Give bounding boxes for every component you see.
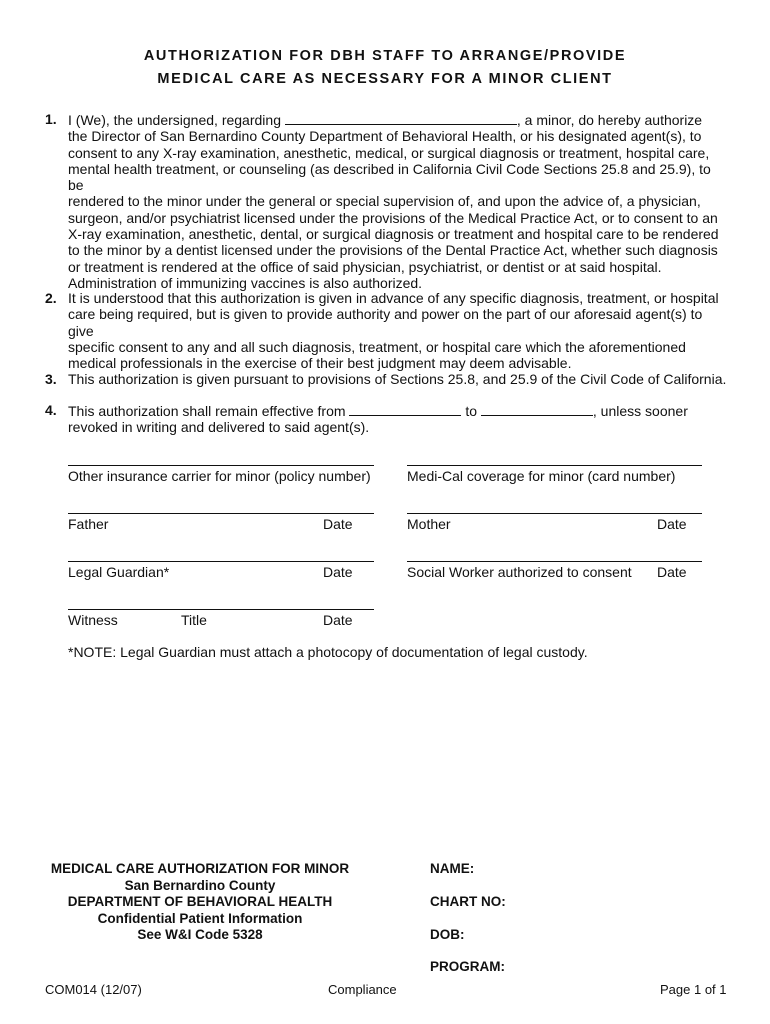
paragraph-1: [68, 111, 728, 291]
footer-form-info: [35, 861, 365, 944]
document-title-line1: AUTHORIZATION FOR DBH STAFF TO ARRANGE/PROVIDE: [143, 48, 627, 64]
paragraph-1-number: 1.: [45, 111, 57, 127]
father-label: Father: [68, 516, 109, 532]
witness-signature-line[interactable]: [68, 609, 374, 610]
paragraph-1-line: the Director of San Bernardino County Department of Behavioral Health, or his designated agent(s), to: [68, 128, 702, 145]
paragraph-1-lead-text: I (We), the undersigned, regarding: [68, 112, 281, 128]
paragraph-1-first-line: [68, 111, 728, 128]
legal-guardian-label: Legal Guardian*: [68, 564, 170, 580]
social-worker-signature-line[interactable]: [407, 561, 702, 562]
medi-cal-line[interactable]: [407, 465, 702, 466]
paragraph-1-line: surgeon, and/or psychiatrist licensed under the provisions of the Medical Practice Act, or to consent to an: [68, 209, 718, 226]
legal-guardian-date-label: Date: [323, 564, 353, 580]
footer-form-title: MEDICAL CARE AUTHORIZATION FOR MINOR: [50, 861, 350, 876]
paragraph-1-line: mental health treatment, or counseling (as described in California Civil Code Sections 25.8 and 25.9), to be: [68, 160, 711, 194]
mother-date-label: Date: [657, 516, 687, 532]
mother-label: Mother: [407, 516, 451, 532]
paragraph-1-line: X-ray examination, anesthetic, dental, or surgical diagnosis or treatment and hospital care to be rendered: [68, 226, 719, 243]
footer-code: See W&I Code 5328: [137, 927, 263, 942]
paragraph-2-line: care being required, but is given to provide authority and power on the part of our aforesaid agent(s) to give: [68, 306, 703, 339]
paragraph-4: [68, 402, 728, 436]
paragraph-4-tail-text: , unless sooner: [592, 403, 688, 419]
form-code: COM014 (12/07): [45, 982, 142, 997]
witness-title-label: Title: [181, 612, 207, 628]
paragraph-2: [68, 290, 728, 371]
legal-guardian-signature-line[interactable]: [68, 561, 374, 562]
paragraph-2-line: It is understood that this authorization is given in advance of any specific diagnosis, treatment, or hospital: [68, 290, 719, 306]
footer-department: DEPARTMENT OF BEHAVIORAL HEALTH: [67, 894, 333, 909]
dob-field-label: DOB:: [430, 927, 465, 942]
paragraph-3-number: 3.: [45, 371, 57, 387]
father-date-label: Date: [323, 516, 353, 532]
social-worker-label: Social Worker authorized to consent: [407, 564, 632, 580]
program-field-label: PROGRAM:: [430, 959, 505, 974]
name-field-label: NAME:: [430, 861, 475, 876]
paragraph-1-line: or treatment is rendered at the office of said physician, psychiatrist, or dentist or at said hospital.: [68, 258, 662, 275]
paragraph-4-to-text: to: [465, 403, 478, 419]
paragraph-1-line: consent to any X-ray examination, anesthetic, medical, or surgical diagnosis or treatment, hospital care,: [68, 144, 710, 161]
minor-name-field[interactable]: [285, 111, 517, 125]
mother-signature-line[interactable]: [407, 513, 702, 514]
father-signature-line[interactable]: [68, 513, 374, 514]
witness-date-label: Date: [323, 612, 353, 628]
paragraph-1-line: rendered to the minor under the general or special supervision of, and upon the advice of, a physician,: [68, 193, 701, 210]
insurance-carrier-label: Other insurance carrier for minor (policy number): [68, 468, 371, 484]
paragraph-2-line: medical professionals in the exercise of their best judgment may deem advisable.: [68, 355, 572, 372]
paragraph-2-number: 2.: [45, 290, 57, 306]
effective-to-date-field[interactable]: [481, 402, 593, 416]
footer-compliance: Compliance: [328, 982, 397, 997]
social-worker-date-label: Date: [657, 564, 687, 580]
paragraph-4-lead-text: This authorization shall remain effective from: [68, 403, 346, 419]
legal-guardian-note: *NOTE: Legal Guardian must attach a photocopy of documentation of legal custody.: [68, 644, 588, 660]
paragraph-4-number: 4.: [45, 402, 57, 418]
paragraph-1-line: Administration of immunizing vaccines is also authorized.: [68, 274, 423, 291]
paragraph-1-lead-tail: , a minor, do hereby authorize: [516, 112, 703, 128]
document-title-line2: MEDICAL CARE AS NECESSARY FOR A MINOR CLIENT: [157, 71, 613, 87]
page-number: Page 1 of 1: [660, 982, 727, 997]
paragraph-3-line: This authorization is given pursuant to provisions of Sections 25.8, and 25.9 of the Civil Code of California.: [68, 371, 727, 387]
paragraph-3: [68, 371, 728, 387]
chart-no-field-label: CHART NO:: [430, 894, 506, 909]
witness-label: Witness: [68, 612, 118, 628]
paragraph-4-line: revoked in writing and delivered to said agent(s).: [68, 419, 370, 436]
effective-from-date-field[interactable]: [349, 402, 461, 416]
paragraph-1-line: to the minor by a dentist licensed under the provisions of the Dental Practice Act, whether such diagnosis: [68, 242, 718, 259]
paragraph-2-line: specific consent to any and all such diagnosis, treatment, or hospital care which the aforementioned: [68, 338, 686, 355]
footer-county: San Bernardino County: [124, 877, 276, 893]
paragraph-4-first-line: [68, 402, 728, 419]
footer-confidential: Confidential Patient Information: [97, 910, 303, 926]
medi-cal-label: Medi-Cal coverage for minor (card number): [407, 468, 676, 484]
insurance-carrier-line[interactable]: [68, 465, 374, 466]
